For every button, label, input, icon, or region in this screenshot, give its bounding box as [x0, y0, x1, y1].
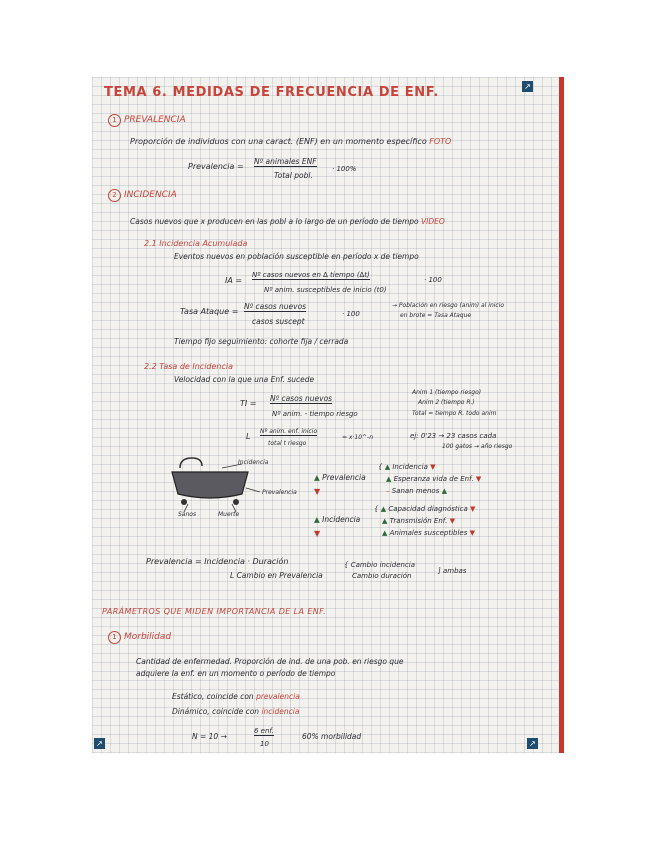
change-item: Cambio duración: [352, 572, 412, 580]
formula-numerator: Nº animales ENF: [254, 157, 317, 166]
formula-tail: · 100%: [332, 165, 357, 173]
formula-tail: · 100: [424, 276, 442, 284]
diagram-label: Prevalencia: [262, 489, 297, 496]
corner-marker-icon: ↗: [94, 738, 105, 749]
example-denominator: 10: [260, 740, 269, 748]
down-arrow-icon: ▼: [314, 487, 321, 496]
margin-line: [559, 77, 564, 753]
subsection-desc: Velocidad con la que una Enf. sucede: [174, 375, 315, 384]
definition: adquiere la enf. en un momento o período de tiempo: [136, 669, 336, 678]
definition: Proporción de individuos con una caract. (ENF) en un momento específico FOTO: [130, 137, 452, 146]
formula-tail: = x·10^-n: [342, 434, 374, 441]
subsection-heading: 2.2 Tasa de Incidencia: [144, 362, 234, 371]
subsection-desc: Eventos nuevos en población susceptible en período x de tiempo: [174, 252, 419, 261]
annotation: en brote = Tasa Ataque: [400, 312, 472, 319]
definition: Casos nuevos que x producen en las pobl a lo largo de un período de tiempo VIDEO: [130, 217, 445, 226]
down-arrow-icon: ▼: [314, 529, 321, 538]
formula-numerator: Nº casos nuevos en ∆ tiempo (∆t): [252, 271, 370, 279]
formula-denominator: Nº anim. susceptibles de inicio (t0): [264, 286, 387, 294]
side-note: Anim 2 (tiempo R.): [418, 399, 475, 406]
relation: Prevalencia = Incidencia · Duración: [146, 557, 289, 566]
tree-item: ▲ Transmisión Enf. ▼: [382, 517, 455, 525]
example: ej: 0'23 → 23 casos cada: [410, 432, 497, 440]
example-numerator: 6 enf.: [254, 727, 274, 735]
tree-item: { ▲ Capacidad diagnóstica ▼: [374, 505, 476, 513]
formula-tail: · 100: [342, 310, 360, 318]
tree-root: ▲ Prevalencia: [314, 473, 366, 482]
tree-root: ▲ Incidencia: [314, 515, 361, 524]
tree-item: – Sanan menos ▲: [386, 487, 447, 495]
formula-denominator: Nº anim. - tiempo riesgo: [272, 410, 358, 418]
corner-marker-icon: ↗: [527, 738, 538, 749]
formula-lhs: TI =: [240, 399, 257, 408]
section-heading: 1 PREVALENCIA: [108, 114, 186, 127]
subsection-heading: 2.1 Incidencia Acumulada: [144, 239, 248, 248]
page-title: TEMA 6. MEDIDAS DE FRECUENCIA DE ENF.: [104, 85, 439, 100]
side-note: Total = tiempo R. todo anim: [412, 410, 497, 417]
formula-numerator: Nº casos nuevos: [270, 394, 333, 403]
diagram-label: Muerte: [218, 511, 240, 518]
formula-denominator: total t riesgo: [268, 440, 307, 447]
note: Tiempo fijo seguimiento: cohorte fija / cerrada: [174, 337, 349, 346]
bathtub-icon: [172, 472, 248, 498]
bracket-glyph: L: [246, 432, 251, 441]
example-lhs: N = 10 →: [192, 732, 227, 741]
change-label: L Cambio en Prevalencia: [230, 571, 323, 580]
tree-item: { ▲ Incidencia ▼: [378, 463, 436, 471]
faucet-icon: [180, 458, 202, 468]
change-tail: ] ambas: [438, 567, 467, 575]
corner-marker-icon: ↗: [522, 81, 533, 92]
section-heading: 2 INCIDENCIA: [108, 189, 177, 202]
notebook-page: [92, 77, 564, 753]
tree-item: ▲ Animales susceptibles ▼: [382, 529, 476, 537]
change-item: { Cambio incidencia: [344, 561, 416, 569]
definition: Cantidad de enfermedad. Proporción de ind. de una pob. en riesgo que: [136, 657, 404, 666]
dynamic-line: Dinámico, coincide con incidencia: [172, 707, 300, 716]
diagram-label: Sanos: [178, 511, 197, 518]
formula-lhs: IA =: [225, 276, 243, 285]
formula-numerator: Nº casos nuevos: [244, 302, 307, 311]
annotation: → Población en riesgo (anim) al inicio: [392, 302, 505, 309]
formula-denominator: Total pobl.: [274, 171, 313, 180]
example-result: 60% morbilidad: [302, 732, 362, 741]
diagram-label: Incidencia: [238, 459, 269, 466]
formula-lhs: Tasa Ataque =: [180, 307, 239, 316]
section-heading: PARÁMETROS QUE MIDEN IMPORTANCIA DE LA ENF.: [102, 607, 327, 616]
static-line: Estático, coincide con prevalencia: [172, 692, 300, 701]
side-note: Anim 1 (tiempo riesgo): [412, 389, 482, 396]
tree-item: ▲ Esperanza vida de Enf. ▼: [386, 475, 482, 483]
formula-denominator: casos suscept: [252, 317, 305, 326]
formula-lhs: Prevalencia =: [188, 162, 244, 171]
subsection-heading: 1 Morbilidad: [108, 631, 171, 644]
example: 100 gatos → año riesgo: [442, 443, 513, 450]
formula-numerator: Nº anim. enf. inicio: [260, 428, 318, 435]
